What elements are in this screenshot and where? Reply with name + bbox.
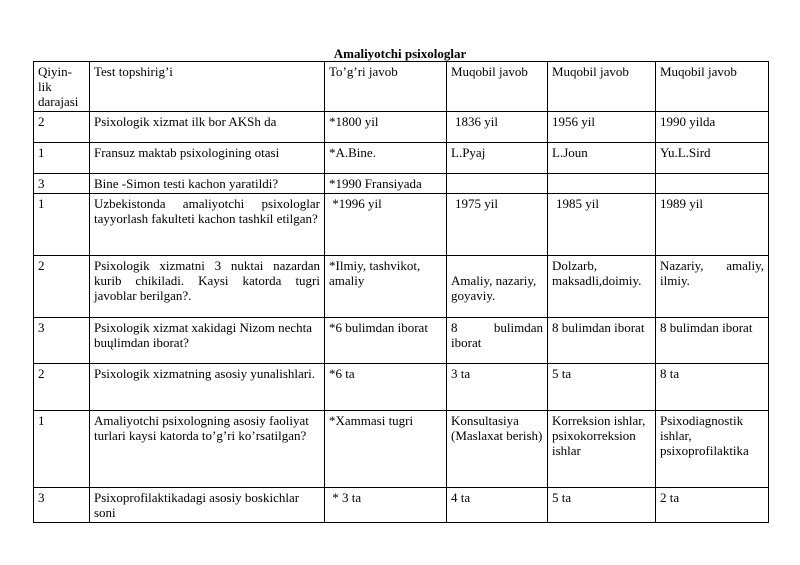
difficulty-cell: 3 bbox=[34, 488, 90, 523]
alt-answer-cell: L.Joun bbox=[548, 143, 656, 174]
header-alt-answer-3: Muqobil javob bbox=[656, 62, 769, 112]
difficulty-cell: 2 bbox=[34, 256, 90, 318]
correct-answer-cell: *6 ta bbox=[325, 364, 447, 411]
header-task: Test topshirig’i bbox=[90, 62, 325, 112]
alt-answer-cell: Yu.L.Sird bbox=[656, 143, 769, 174]
difficulty-cell: 3 bbox=[34, 318, 90, 364]
header-alt-answer-2: Muqobil javob bbox=[548, 62, 656, 112]
alt-answer-cell: 8 bulimdan iborat bbox=[548, 318, 656, 364]
correct-answer-cell: *Xammasi tugri bbox=[325, 411, 447, 488]
correct-answer-cell: * 3 ta bbox=[325, 488, 447, 523]
correct-answer-cell: *1996 yil bbox=[325, 194, 447, 256]
difficulty-cell: 3 bbox=[34, 174, 90, 194]
task-cell: Psixologik xizmat ilk bor AKSh da bbox=[90, 112, 325, 143]
table-row bbox=[34, 488, 769, 523]
alt-answer-cell: 2 ta bbox=[656, 488, 769, 523]
correct-answer-cell: *Ilmiy, tashvikot, amaliy bbox=[325, 256, 447, 318]
alt-answer-cell: 8 ta bbox=[656, 364, 769, 411]
alt-answer-cell: Amaliy, nazariy, goyaviy. bbox=[447, 256, 548, 318]
correct-answer-cell: *6 bulimdan iborat bbox=[325, 318, 447, 364]
table-row bbox=[34, 364, 769, 411]
alt-answer-cell: 1989 yil bbox=[656, 194, 769, 256]
header-row bbox=[34, 62, 769, 112]
difficulty-cell: 1 bbox=[34, 194, 90, 256]
table-row bbox=[34, 174, 769, 194]
task-cell: Amaliyotchi psixologning asosiy faoliyat turlari kaysi katorda to’g’ri ko’rsatilgan? bbox=[90, 411, 325, 488]
correct-answer-cell: *1800 yil bbox=[325, 112, 447, 143]
difficulty-cell: 1 bbox=[34, 411, 90, 488]
correct-answer-cell: *1990 Fransiyada bbox=[325, 174, 447, 194]
task-cell: Psixologik xizmat xakidagi Nizom nechta buųlimdan iborat? bbox=[90, 318, 325, 364]
alt-answer-cell: 1985 yil bbox=[548, 194, 656, 256]
alt-answer-cell: 5 ta bbox=[548, 364, 656, 411]
test-table bbox=[33, 61, 769, 523]
alt-answer-cell: 8 bulimdan iborat bbox=[447, 318, 548, 364]
difficulty-cell: 1 bbox=[34, 143, 90, 174]
table-row bbox=[34, 112, 769, 143]
alt-answer-cell: 1956 yil bbox=[548, 112, 656, 143]
task-cell: Fransuz maktab psixologining otasi bbox=[90, 143, 325, 174]
alt-answer-cell: 1836 yil bbox=[447, 112, 548, 143]
alt-answer-cell: Psixodiagnostik ishlar, psixoprofilaktika bbox=[656, 411, 769, 488]
header-alt-answer-1: Muqobil javob bbox=[447, 62, 548, 112]
alt-answer-cell bbox=[447, 174, 548, 194]
table-row bbox=[34, 318, 769, 364]
task-cell: Psixologik xizmatning asosiy yunalishlari. bbox=[90, 364, 325, 411]
task-cell: Psixoprofilaktikadagi asosiy boskichlar soni bbox=[90, 488, 325, 523]
alt-answer-cell: 4 ta bbox=[447, 488, 548, 523]
alt-answer-cell: 1990 yilda bbox=[656, 112, 769, 143]
alt-answer-cell: 8 bulimdan iborat bbox=[656, 318, 769, 364]
header-difficulty: Qiyin-lik darajasi bbox=[34, 62, 90, 112]
task-cell: Psixologik xizmatni 3 nuktai nazardan kurib chikiladi. Kaysi katorda tugri javoblar berilgan?. bbox=[90, 256, 325, 318]
alt-answer-cell: L.Pyaj bbox=[447, 143, 548, 174]
table-row bbox=[34, 411, 769, 488]
alt-answer-cell: Konsultasiya (Maslaxat berish) bbox=[447, 411, 548, 488]
table-row bbox=[34, 143, 769, 174]
alt-answer-cell bbox=[548, 174, 656, 194]
page-title: Amaliyotchi psixologlar bbox=[333, 46, 467, 61]
task-cell: Uzbekistonda amaliyotchi psixologlar tayyorlash fakulteti kachon tashkil etilgan? bbox=[90, 194, 325, 256]
table-row bbox=[34, 194, 769, 256]
difficulty-cell: 2 bbox=[34, 112, 90, 143]
alt-answer-cell: Nazariy, amaliy, ilmiy. bbox=[656, 256, 769, 318]
alt-answer-cell bbox=[656, 174, 769, 194]
correct-answer-cell: *A.Bine. bbox=[325, 143, 447, 174]
alt-answer-cell: 5 ta bbox=[548, 488, 656, 523]
header-correct-answer: To’g’ri javob bbox=[325, 62, 447, 112]
alt-answer-cell: Korreksion ishlar, psixokorreksion ishlar bbox=[548, 411, 656, 488]
alt-answer-cell: 3 ta bbox=[447, 364, 548, 411]
table-row bbox=[34, 256, 769, 318]
task-cell: Bine -Simon testi kachon yaratildi? bbox=[90, 174, 325, 194]
alt-answer-cell: Dolzarb, maksadli,doimiy. bbox=[548, 256, 656, 318]
difficulty-cell: 2 bbox=[34, 364, 90, 411]
alt-answer-cell: 1975 yil bbox=[447, 194, 548, 256]
